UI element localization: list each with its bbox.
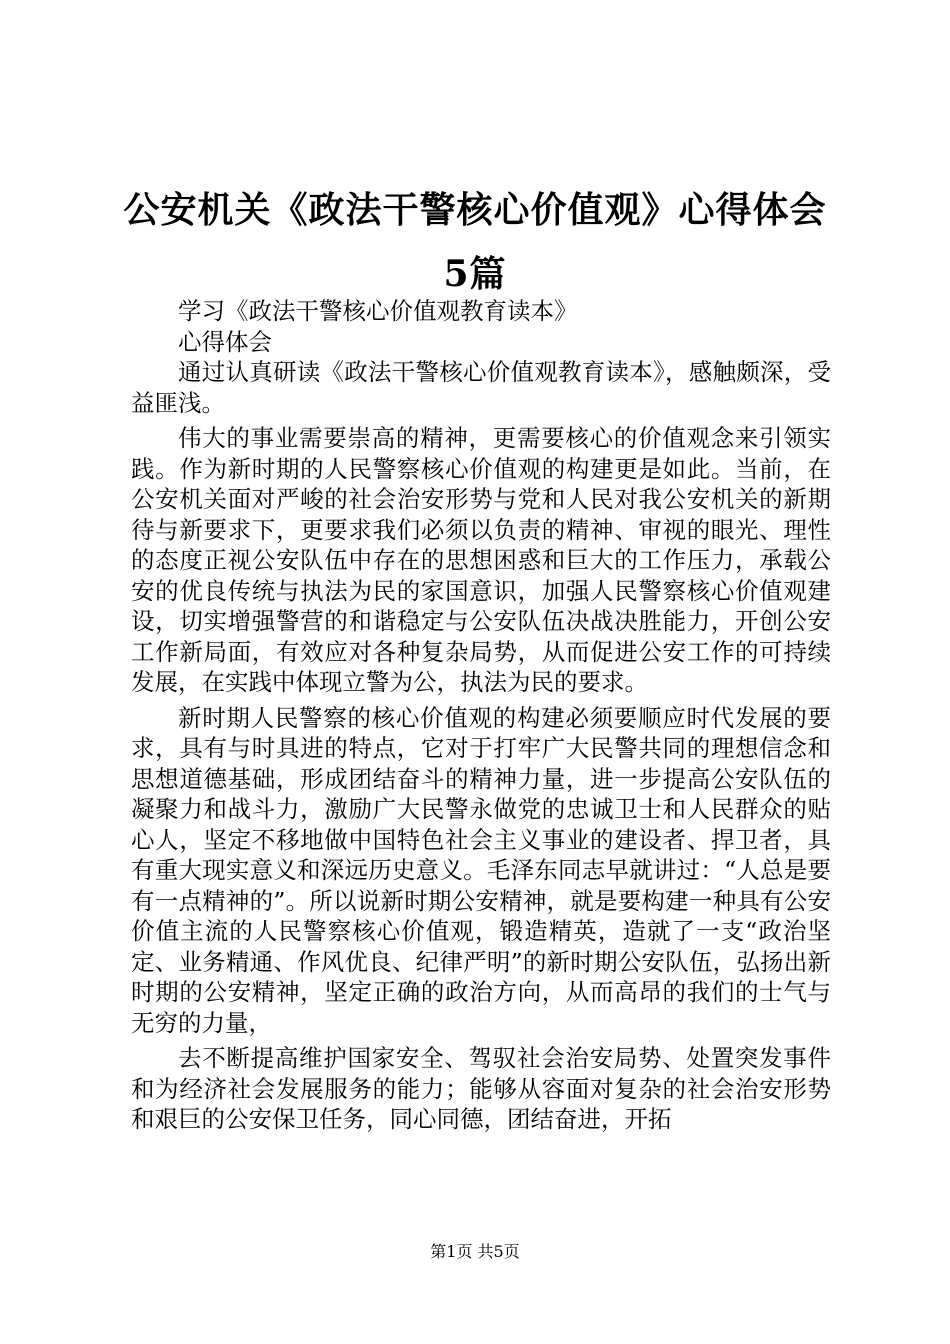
paragraph-body-1: 伟大的事业需要崇高的精神，更需要核心的价值观念来引领实践。作为新时期的人民警察核心价值观的构建更是如此。当前，在公安机关面对严峻的社会治安形势与党和人民对我公安机关的新期待与新要求下，更要求我们必须以负责的精神、审视的眼光、理性的态度正视公安队伍中存在的思想困惑和巨大的工作压力，承载公安的优良传统与执法为民的家国意识，加强人民警察核心价值观建设，切实增强警营的和谐稳定与公安队伍决战决胜能力，开创公安工作新局面，有效应对各种复杂局势，从而促进公安工作的可持续发展，在实践中体现立警为公，执法为民的要求。 [131,424,831,696]
paragraph-body-2: 新时期人民警察的核心价值观的构建必须要顺应时代发展的要求，具有与时具进的特点，它对于打牢广大民警共同的理想信念和思想道德基础，形成团结奋斗的精神力量，进一步提高公安队伍的凝聚力和战斗力，激励广大民警永做党的忠诚卫士和人民群众的贴心人，坚定不移地做中国特色社会主义事业的建设者、捍卫者，具有重大现实意义和深远历史意义。毛泽东同志早就讲过：“人总是要有一点精神的”。所以说新时期公安精神，就是要构建一种具有公安价值主流的人民警察核心价值观，锻造精英，造就了一支“政治坚定、业务精通、作风优良、纪律严明”的新时期公安队伍，弘扬出新时期的公安精神，坚定正确的政治方向，从而高昂的我们的士气与无穷的力量， [131,703,831,1037]
paragraph-subtitle-line-2: 心得体会 [178,327,272,356]
document-title: 公安机关《政法干警核心价值观》心得体会5篇 [123,189,827,295]
document-body [131,296,831,1135]
paragraph-subtitle-line-1: 学习《政法干警核心价值观教育读本》 [178,297,578,325]
page-number-footer: 第1页 共5页 [430,1242,520,1261]
paragraph-intro: 通过认真研读《政法干警核心价值观教育读本》，感触颇深，受益匪浅。 [131,358,831,417]
paragraph-body-3: 去不断提高维护国家安全、驾驭社会治安局势、处置突发事件和为经济社会发展服务的能力；能够从容面对复杂的社会治安形势和艰巨的公安保卫任务，同心同德，团结奋进，开拓 [131,1044,831,1133]
